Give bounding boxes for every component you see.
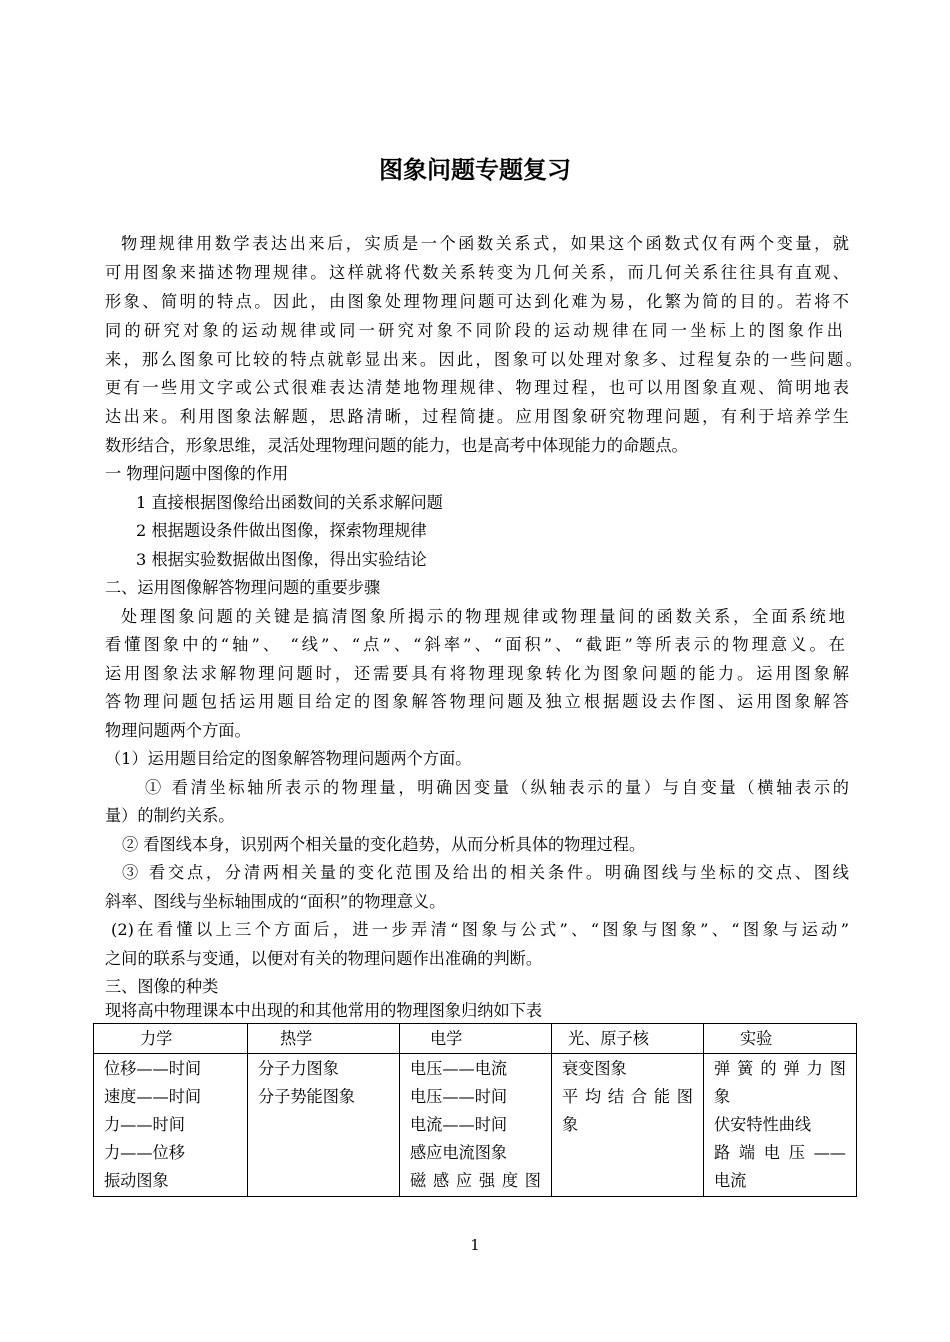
section1-item: 1 直接根据图像给出函数间的关系求解问题 xyxy=(136,493,443,512)
point-3-line: 斜率、图线与坐标轴围成的“面积”的物理意义。 xyxy=(105,892,446,911)
intro-line: 物理规律用数学表达出来后，实质是一个函数关系式，如果这个函数式仅有两个变量，就 xyxy=(121,234,849,253)
table-cell-item: 电流——时间 xyxy=(410,1115,508,1134)
table-cell-item: 力——位移 xyxy=(104,1143,185,1162)
table-cell-item: 分子势能图象 xyxy=(258,1087,356,1106)
point-1-line: ① 看清坐标轴所表示的物理量，明确因变量（纵轴表示的量）与自变量（横轴表示的 xyxy=(145,778,849,797)
table-header-cell: 热学 xyxy=(248,1024,400,1054)
graph-types-table xyxy=(93,1023,857,1197)
table-cell-item: 象 xyxy=(714,1087,731,1106)
table-cell-item: 力——时间 xyxy=(104,1115,185,1134)
table-cell-item: 电流 xyxy=(714,1171,747,1190)
table-cell-thermodynamics xyxy=(248,1054,400,1197)
intro-line: 来，那么图象可比较的特点就彰显出来。因此，图象可以处理对象多、过程复杂的一些问题。 xyxy=(105,350,862,369)
point-3-line: ③ 看交点，分清两相关量的变化范围及给出的相关条件。明确图线与坐标的交点、图线 xyxy=(122,863,849,882)
intro-line: 同的研究对象的运动规律或同一研究对象不同阶段的运动规律在同一坐标上的图象作出 xyxy=(105,321,843,340)
table-header-row xyxy=(94,1024,857,1054)
table-cell-item: 平均结合能图 xyxy=(562,1087,693,1106)
table-cell-item: 电压——时间 xyxy=(410,1087,508,1106)
table-header-cell: 力学 xyxy=(94,1024,248,1054)
section1-item: 2 根据题设条件做出图像，探索物理规律 xyxy=(136,521,427,540)
intro-line: 可用图象来描述物理规律。这样就将代数关系转变为几何关系，而几何关系往往具有直观、 xyxy=(105,263,849,282)
section1-heading: 一 物理问题中图像的作用 xyxy=(105,464,289,483)
table-cell-electricity xyxy=(400,1054,552,1197)
document-title: 图象问题专题复习 xyxy=(379,156,571,184)
point-1-line: 量）的制约关系。 xyxy=(105,806,235,825)
section2-para-line: 物理问题两个方面。 xyxy=(105,721,251,740)
subsection-2-line: (2)在看懂以上三个方面后，进一步弄清“图象与公式”、“图象与图象”、“图象与运动” xyxy=(111,920,849,939)
section2-para-line: 处理图象问题的关键是搞清图象所揭示的物理规律或物理量间的函数关系，全面系统地 xyxy=(121,607,845,626)
intro-line: 数形结合，形象思维，灵活处理物理问题的能力，也是高考中体现能力的命题点。 xyxy=(105,436,688,455)
table-header-cell: 电学 xyxy=(400,1024,552,1054)
section2-para-line: 答物理问题包括运用题目给定的图象解答物理问题及独立根据题设去作图、运用图象解答 xyxy=(105,692,849,711)
section2-heading: 二、运用图像解答物理问题的重要步骤 xyxy=(105,578,381,597)
page-number: 1 xyxy=(470,1236,480,1254)
subsection-2-line: 之间的联系与变通，以便对有关的物理问题作出准确的判断。 xyxy=(105,949,543,968)
table-row xyxy=(94,1054,857,1197)
section2-para-line: 运用图象法求解物理问题时，还需要具有将物理现象转化为图象问题的能力。运用图象解 xyxy=(105,664,849,683)
intro-line: 更有一些用文字或公式很难表达清楚地物理规律、物理过程，也可以用图象直观、简明地表 xyxy=(105,378,849,397)
table-cell-mechanics xyxy=(94,1054,248,1197)
table-cell-optics-nuclear xyxy=(552,1054,704,1197)
table-cell-item: 磁感应强度图 xyxy=(410,1171,541,1190)
section3-intro: 现将高中物理课本中出现的和其他常用的物理图象归纳如下表 xyxy=(105,1001,543,1020)
table-cell-item: 衰变图象 xyxy=(562,1059,627,1078)
table-cell-item: 弹簧的弹力图 xyxy=(714,1059,846,1078)
intro-line: 达出来。利用图象法解题，思路清晰，过程简捷。应用图象研究物理问题，有利于培养学生 xyxy=(105,407,849,426)
table-cell-item: 感应电流图象 xyxy=(410,1143,508,1162)
table-cell-item: 速度——时间 xyxy=(104,1087,202,1106)
point-2: ② 看图线本身，识别两个相关量的变化趋势，从而分析具体的物理过程。 xyxy=(122,835,646,854)
section1-item: 3 根据实验数据做出图像，得出实验结论 xyxy=(136,550,427,569)
section3-heading: 三、图像的种类 xyxy=(105,977,219,996)
section2-para-line: 看懂图象中的“轴”、 “线”、“点”、“斜率”、“面积”、“截距”等所表示的物理意义。在 xyxy=(105,635,845,654)
table-cell-item: 伏安特性曲线 xyxy=(714,1115,812,1134)
table-cell-item: 象 xyxy=(562,1115,579,1134)
table-cell-item: 位移——时间 xyxy=(104,1059,202,1078)
intro-line: 形象、简明的特点。因此，由图象处理物理问题可达到化难为易，化繁为简的目的。若将不 xyxy=(105,292,849,311)
table-cell-experiment xyxy=(704,1054,857,1197)
table-cell-item: 路端电压—— xyxy=(714,1143,846,1162)
table-cell-item: 分子力图象 xyxy=(258,1059,339,1078)
table-header-cell: 实验 xyxy=(704,1024,857,1054)
table-cell-item: 振动图象 xyxy=(104,1171,169,1190)
table-cell-item: 电压——电流 xyxy=(410,1059,508,1078)
table-header-cell: 光、原子核 xyxy=(552,1024,704,1054)
subsection-1: （1）运用题目给定的图象解答物理问题两个方面。 xyxy=(105,749,472,768)
